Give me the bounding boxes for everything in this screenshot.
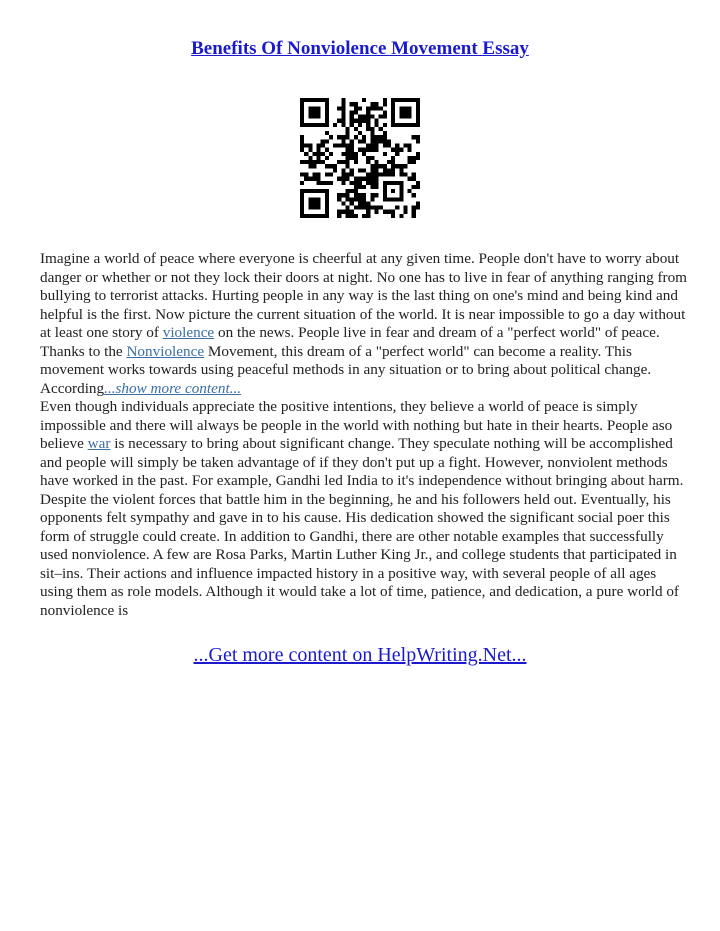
text-segment: Movement, this dream of a "perfect world" can become a reality. This movement works towards using peaceful methods in any situation or to bring about political change. According bbox=[40, 342, 652, 397]
nonviolence-link[interactable]: Nonviolence bbox=[126, 342, 205, 360]
war-link[interactable]: war bbox=[87, 435, 111, 452]
qr-code-icon bbox=[300, 98, 420, 218]
paragraph-2 bbox=[40, 398, 688, 620]
get-more-content-link[interactable]: ...Get more content on HelpWriting.Net... bbox=[193, 644, 527, 666]
essay-body bbox=[40, 250, 688, 620]
text-segment: is necessary to bring about significant change. They speculate nothing will be accomplished and people will simply be taken advantage of if they don't put up a fight. However, nonviolent methods have worked in the past. For example, Gandhi led India to it's independence without bringing about harm. Despite the violent forces that battle him in the beginning, he and his followers held out. Eventually, his opponents felt sympathy and gave in to his cause. His dedication showed the significant social poer this form of struggle could create. In addition to Gandhi, there are other notable examples that successfully used nonviolence. A few are Rosa Parks, Martin Luther King Jr., and college students that participated in sit–ins. Their actions and influence impacted history in a positive way, with several people of all ages using them as role models. Although it would take a lot of time, patience, and dedication, a pure world of nonviolence is bbox=[40, 435, 684, 619]
show-more-link[interactable]: ...show more content... bbox=[104, 379, 242, 397]
violence-link[interactable]: violence bbox=[162, 324, 215, 341]
text-segment: Imagine a world of peace where everyone is cheerful at any given time. People don't have to worry about danger or whether or not they lock their doors at night. No one has to live in fear of anything ranging from bullying to terrorist attacks. Hurting people in any way is the last thing on one's mind and being kind and helpful is the first. Now picture the current situation of the world. It is near impossible to go a day without at least one story of bbox=[40, 250, 687, 341]
text-segment: Even though individuals appreciate the positive intentions, they believe a world of peace is simply impossible and there will always be people in the world with nothing but hate in their hearts. People aso believe bbox=[40, 398, 673, 452]
text-segment: on the news. People live in fear and dream of a "perfect world" of peace. Thanks to the bbox=[40, 324, 660, 360]
paragraph-1 bbox=[40, 250, 688, 398]
document-title[interactable]: Benefits Of Nonviolence Movement Essay bbox=[191, 38, 529, 59]
